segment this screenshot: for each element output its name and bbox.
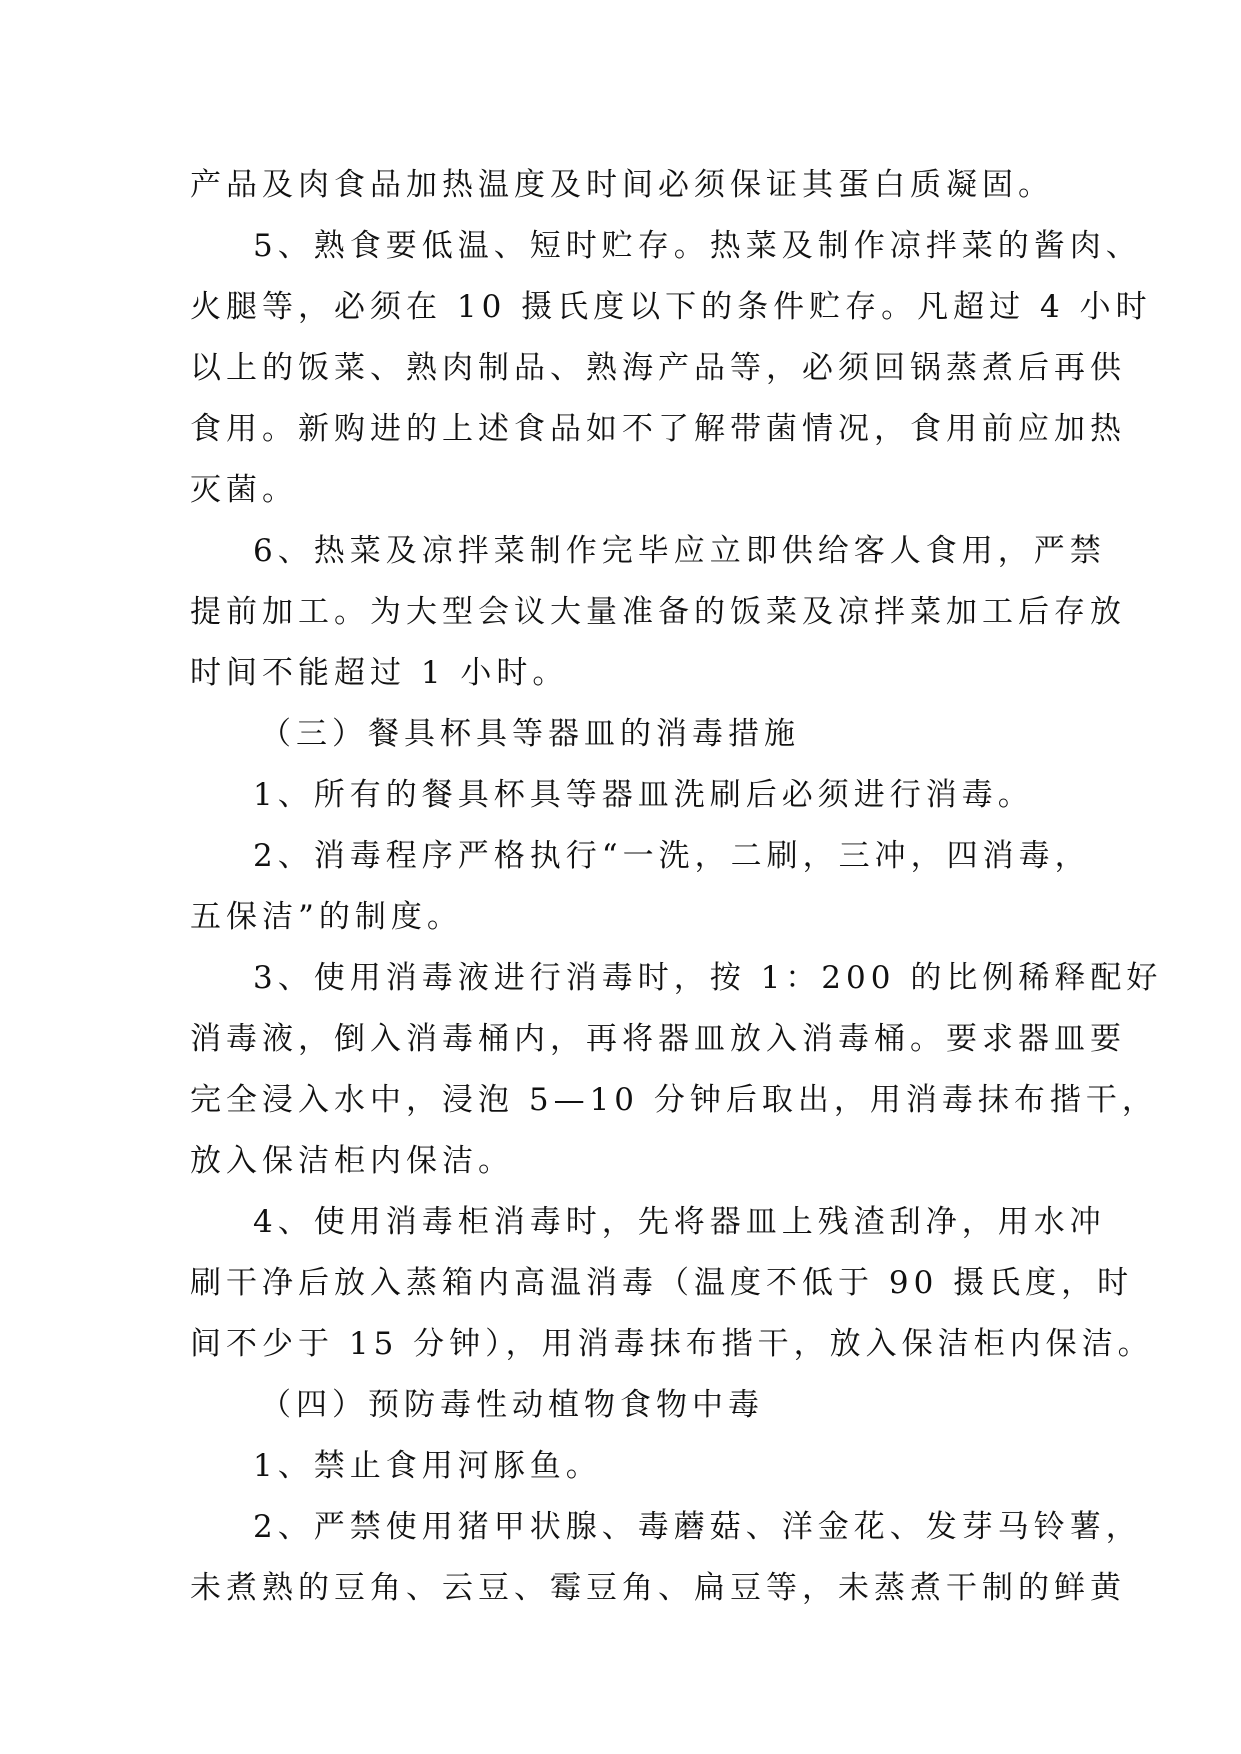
paragraph-line: 6、热菜及凉拌菜制作完毕应立即供给客人食用，严禁 — [253, 533, 1106, 569]
paragraph-line: 间不少于 15 分钟），用消毒抹布揩干，放入保洁柜内保洁。 — [190, 1326, 1154, 1362]
paragraph-line: 2、严禁使用猪甲状腺、毒蘑菇、洋金花、发芽马铃薯， — [253, 1509, 1142, 1545]
paragraph-line: 提前加工。为大型会议大量准备的饭菜及凉拌菜加工后存放 — [190, 594, 1126, 630]
paragraph-line: 未煮熟的豆角、云豆、霉豆角、扁豆等，未蒸煮干制的鲜黄 — [190, 1570, 1126, 1606]
paragraph-line: 火腿等，必须在 10 摄氏度以下的条件贮存。凡超过 4 小时 — [190, 289, 1152, 325]
paragraph-line: 3、使用消毒液进行消毒时，按 1：200 的比例稀释配好 — [253, 960, 1163, 996]
paragraph-line: 灭菌。 — [190, 472, 298, 508]
paragraph-line: 1、所有的餐具杯具等器皿洗刷后必须进行消毒。 — [253, 777, 1034, 813]
paragraph-line: 以上的饭菜、熟肉制品、熟海产品等，必须回锅蒸煮后再供 — [190, 350, 1126, 386]
paragraph-line: 五保洁”的制度。 — [190, 899, 463, 935]
paragraph-line: 1、禁止食用河豚鱼。 — [253, 1448, 602, 1484]
paragraph-line: 消毒液，倒入消毒桶内，再将器皿放入消毒桶。要求器皿要 — [190, 1021, 1126, 1057]
section-heading: （四）预防毒性动植物食物中毒 — [260, 1387, 764, 1423]
paragraph-line: 4、使用消毒柜消毒时，先将器皿上残渣刮净，用水冲 — [253, 1204, 1106, 1240]
paragraph-line: 产品及肉食品加热温度及时间必须保证其蛋白质凝固。 — [190, 167, 1054, 203]
document-body — [190, 155, 1163, 1619]
section-heading: （三）餐具杯具等器皿的消毒措施 — [260, 716, 800, 752]
paragraph-line: 刷干净后放入蒸箱内高温消毒（温度不低于 90 摄氏度，时 — [190, 1265, 1134, 1301]
paragraph-line: 完全浸入水中，浸泡 5—10 分钟后取出，用消毒抹布揩干， — [190, 1082, 1158, 1118]
paragraph-line: 2、消毒程序严格执行“一洗，二刷，三冲，四消毒， — [253, 838, 1091, 874]
paragraph-line: 放入保洁柜内保洁。 — [190, 1143, 514, 1179]
paragraph-line: 食用。新购进的上述食品如不了解带菌情况，食用前应加热 — [190, 411, 1126, 447]
paragraph-line: 5、熟食要低温、短时贮存。热菜及制作凉拌菜的酱肉、 — [253, 228, 1142, 264]
paragraph-line: 时间不能超过 1 小时。 — [190, 655, 569, 691]
